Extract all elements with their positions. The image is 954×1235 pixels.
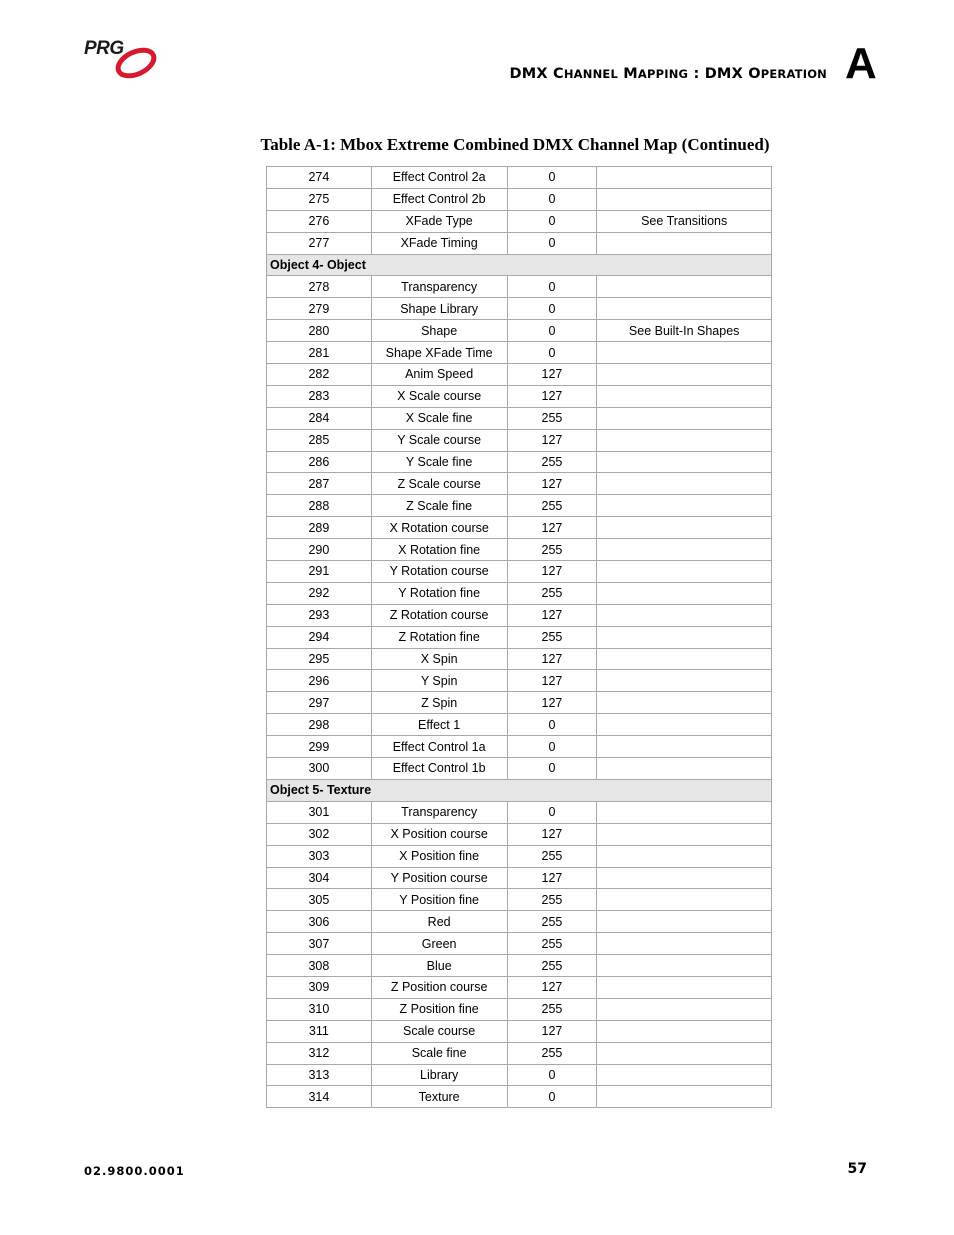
notes-cell	[597, 276, 772, 298]
channel-cell: 297	[267, 692, 372, 714]
parameter-cell: Blue	[371, 955, 507, 977]
default-value-cell: 255	[507, 407, 597, 429]
parameter-cell: X Position course	[371, 823, 507, 845]
section-header-cell: Object 5- Texture	[267, 779, 772, 801]
channel-cell: 296	[267, 670, 372, 692]
default-value-cell: 255	[507, 889, 597, 911]
notes-cell	[597, 714, 772, 736]
notes-cell	[597, 1042, 772, 1064]
table-row	[267, 998, 772, 1020]
default-value-cell: 0	[507, 1064, 597, 1086]
table-row	[267, 911, 772, 933]
channel-cell: 304	[267, 867, 372, 889]
parameter-cell: X Position fine	[371, 845, 507, 867]
default-value-cell: 255	[507, 1042, 597, 1064]
parameter-cell: Texture	[371, 1086, 507, 1108]
parameter-cell: XFade Timing	[371, 232, 507, 254]
notes-cell	[597, 998, 772, 1020]
parameter-cell: Y Spin	[371, 670, 507, 692]
channel-cell: 309	[267, 976, 372, 998]
default-value-cell: 0	[507, 167, 597, 189]
table-row	[267, 714, 772, 736]
section-header-cell: Object 4- Object	[267, 254, 772, 276]
channel-cell: 287	[267, 473, 372, 495]
parameter-cell: Transparency	[371, 276, 507, 298]
channel-cell: 294	[267, 626, 372, 648]
channel-cell: 293	[267, 604, 372, 626]
channel-cell: 279	[267, 298, 372, 320]
channel-cell: 314	[267, 1086, 372, 1108]
notes-cell	[597, 188, 772, 210]
notes-cell	[597, 1020, 772, 1042]
table-row	[267, 364, 772, 386]
parameter-cell: Z Scale fine	[371, 495, 507, 517]
channel-cell: 285	[267, 429, 372, 451]
table-row	[267, 801, 772, 823]
notes-cell	[597, 648, 772, 670]
table-row	[267, 276, 772, 298]
table-row	[267, 429, 772, 451]
notes-cell	[597, 364, 772, 386]
table-row	[267, 889, 772, 911]
table-row	[267, 342, 772, 364]
parameter-cell: Y Scale fine	[371, 451, 507, 473]
channel-cell: 277	[267, 232, 372, 254]
table-row	[267, 604, 772, 626]
notes-cell	[597, 451, 772, 473]
channel-cell: 283	[267, 385, 372, 407]
default-value-cell: 127	[507, 385, 597, 407]
notes-cell	[597, 561, 772, 583]
channel-cell: 305	[267, 889, 372, 911]
parameter-cell: Library	[371, 1064, 507, 1086]
table-row	[267, 1086, 772, 1108]
default-value-cell: 127	[507, 976, 597, 998]
channel-cell: 292	[267, 582, 372, 604]
notes-cell	[597, 1064, 772, 1086]
channel-cell: 289	[267, 517, 372, 539]
channel-cell: 301	[267, 801, 372, 823]
parameter-cell: X Rotation course	[371, 517, 507, 539]
default-value-cell: 127	[507, 692, 597, 714]
notes-cell	[597, 495, 772, 517]
channel-cell: 291	[267, 561, 372, 583]
channel-cell: 299	[267, 736, 372, 758]
parameter-cell: Effect 1	[371, 714, 507, 736]
notes-cell	[597, 539, 772, 561]
notes-cell	[597, 167, 772, 189]
notes-cell	[597, 517, 772, 539]
table-row	[267, 1064, 772, 1086]
notes-cell	[597, 955, 772, 977]
table-row	[267, 385, 772, 407]
table-row	[267, 582, 772, 604]
channel-cell: 276	[267, 210, 372, 232]
table-row	[267, 736, 772, 758]
parameter-cell: Effect Control 1b	[371, 758, 507, 780]
channel-cell: 300	[267, 758, 372, 780]
notes-cell	[597, 758, 772, 780]
table-row	[267, 758, 772, 780]
dmx-channel-map-table	[266, 166, 772, 1108]
channel-cell: 281	[267, 342, 372, 364]
default-value-cell: 255	[507, 955, 597, 977]
table-row	[267, 955, 772, 977]
table-row	[267, 232, 772, 254]
notes-cell	[597, 911, 772, 933]
channel-cell: 275	[267, 188, 372, 210]
channel-cell: 311	[267, 1020, 372, 1042]
parameter-cell: Scale fine	[371, 1042, 507, 1064]
notes-cell	[597, 1086, 772, 1108]
parameter-cell: Z Scale course	[371, 473, 507, 495]
notes-cell	[597, 823, 772, 845]
default-value-cell: 255	[507, 495, 597, 517]
running-header-title: DMX CHANNEL MAPPING : DMX OPERATION	[509, 66, 827, 82]
default-value-cell: 127	[507, 867, 597, 889]
default-value-cell: 0	[507, 320, 597, 342]
notes-cell	[597, 692, 772, 714]
notes-cell	[597, 889, 772, 911]
parameter-cell: Z Rotation fine	[371, 626, 507, 648]
table-row	[267, 933, 772, 955]
default-value-cell: 127	[507, 823, 597, 845]
notes-cell	[597, 976, 772, 998]
table-row	[267, 517, 772, 539]
channel-cell: 306	[267, 911, 372, 933]
channel-cell: 302	[267, 823, 372, 845]
default-value-cell: 127	[507, 648, 597, 670]
table-row	[267, 539, 772, 561]
notes-cell	[597, 232, 772, 254]
notes-cell	[597, 933, 772, 955]
section-header-row	[267, 779, 772, 801]
table-row	[267, 561, 772, 583]
parameter-cell: Effect Control 1a	[371, 736, 507, 758]
channel-cell: 282	[267, 364, 372, 386]
parameter-cell: Transparency	[371, 801, 507, 823]
notes-cell	[597, 342, 772, 364]
parameter-cell: XFade Type	[371, 210, 507, 232]
page-number: 57	[847, 1161, 867, 1177]
channel-cell: 290	[267, 539, 372, 561]
table-body	[267, 167, 772, 1108]
parameter-cell: Y Rotation course	[371, 561, 507, 583]
section-header-row	[267, 254, 772, 276]
table-row	[267, 210, 772, 232]
default-value-cell: 127	[507, 429, 597, 451]
default-value-cell: 127	[507, 473, 597, 495]
prg-logo	[84, 38, 158, 82]
table-row	[267, 648, 772, 670]
default-value-cell: 0	[507, 232, 597, 254]
table-row	[267, 823, 772, 845]
default-value-cell: 0	[507, 276, 597, 298]
default-value-cell: 255	[507, 539, 597, 561]
parameter-cell: Anim Speed	[371, 364, 507, 386]
parameter-cell: X Spin	[371, 648, 507, 670]
default-value-cell: 255	[507, 626, 597, 648]
table-row	[267, 845, 772, 867]
parameter-cell: Shape Library	[371, 298, 507, 320]
channel-cell: 274	[267, 167, 372, 189]
notes-cell	[597, 801, 772, 823]
table-row	[267, 670, 772, 692]
notes-cell: See Built-In Shapes	[597, 320, 772, 342]
parameter-cell: X Rotation fine	[371, 539, 507, 561]
default-value-cell: 255	[507, 998, 597, 1020]
notes-cell	[597, 385, 772, 407]
default-value-cell: 255	[507, 582, 597, 604]
notes-cell	[597, 845, 772, 867]
parameter-cell: X Scale course	[371, 385, 507, 407]
parameter-cell: Y Position course	[371, 867, 507, 889]
table-row	[267, 167, 772, 189]
default-value-cell: 0	[507, 188, 597, 210]
channel-cell: 298	[267, 714, 372, 736]
parameter-cell: Y Position fine	[371, 889, 507, 911]
parameter-cell: Z Position course	[371, 976, 507, 998]
channel-cell: 284	[267, 407, 372, 429]
default-value-cell: 127	[507, 1020, 597, 1042]
notes-cell	[597, 582, 772, 604]
default-value-cell: 0	[507, 210, 597, 232]
parameter-cell: Effect Control 2a	[371, 167, 507, 189]
parameter-cell: Z Position fine	[371, 998, 507, 1020]
logo-text: PRG	[84, 38, 124, 59]
channel-cell: 303	[267, 845, 372, 867]
notes-cell	[597, 473, 772, 495]
table-row	[267, 451, 772, 473]
notes-cell	[597, 867, 772, 889]
notes-cell: See Transitions	[597, 210, 772, 232]
default-value-cell: 127	[507, 517, 597, 539]
default-value-cell: 0	[507, 758, 597, 780]
table-row	[267, 867, 772, 889]
notes-cell	[597, 604, 772, 626]
channel-cell: 280	[267, 320, 372, 342]
default-value-cell: 127	[507, 604, 597, 626]
default-value-cell: 255	[507, 911, 597, 933]
parameter-cell: Z Rotation course	[371, 604, 507, 626]
channel-cell: 308	[267, 955, 372, 977]
channel-cell: 307	[267, 933, 372, 955]
default-value-cell: 255	[507, 933, 597, 955]
parameter-cell: X Scale fine	[371, 407, 507, 429]
default-value-cell: 127	[507, 670, 597, 692]
table-row	[267, 298, 772, 320]
default-value-cell: 0	[507, 1086, 597, 1108]
table-row	[267, 495, 772, 517]
notes-cell	[597, 298, 772, 320]
logo-swoosh-icon	[114, 46, 158, 80]
table-row	[267, 1042, 772, 1064]
channel-cell: 288	[267, 495, 372, 517]
parameter-cell: Shape	[371, 320, 507, 342]
table-row	[267, 407, 772, 429]
table-row	[267, 1020, 772, 1042]
table-caption: Table A-1: Mbox Extreme Combined DMX Channel Map (Continued)	[260, 135, 770, 154]
parameter-cell: Effect Control 2b	[371, 188, 507, 210]
default-value-cell: 255	[507, 845, 597, 867]
channel-cell: 313	[267, 1064, 372, 1086]
parameter-cell: Z Spin	[371, 692, 507, 714]
channel-cell: 312	[267, 1042, 372, 1064]
parameter-cell: Y Scale course	[371, 429, 507, 451]
channel-cell: 295	[267, 648, 372, 670]
table-row	[267, 976, 772, 998]
default-value-cell: 0	[507, 801, 597, 823]
default-value-cell: 0	[507, 736, 597, 758]
parameter-cell: Scale course	[371, 1020, 507, 1042]
table-row	[267, 188, 772, 210]
table-row	[267, 692, 772, 714]
channel-cell: 278	[267, 276, 372, 298]
parameter-cell: Y Rotation fine	[371, 582, 507, 604]
notes-cell	[597, 429, 772, 451]
notes-cell	[597, 626, 772, 648]
default-value-cell: 127	[507, 364, 597, 386]
table-row	[267, 320, 772, 342]
notes-cell	[597, 736, 772, 758]
document-number: 02.9800.0001	[84, 1164, 185, 1178]
appendix-letter: A	[845, 39, 877, 88]
channel-cell: 310	[267, 998, 372, 1020]
notes-cell	[597, 407, 772, 429]
table-row	[267, 626, 772, 648]
notes-cell	[597, 670, 772, 692]
parameter-cell: Red	[371, 911, 507, 933]
default-value-cell: 255	[507, 451, 597, 473]
default-value-cell: 0	[507, 714, 597, 736]
default-value-cell: 0	[507, 342, 597, 364]
default-value-cell: 0	[507, 298, 597, 320]
parameter-cell: Green	[371, 933, 507, 955]
table-row	[267, 473, 772, 495]
default-value-cell: 127	[507, 561, 597, 583]
channel-cell: 286	[267, 451, 372, 473]
parameter-cell: Shape XFade Time	[371, 342, 507, 364]
